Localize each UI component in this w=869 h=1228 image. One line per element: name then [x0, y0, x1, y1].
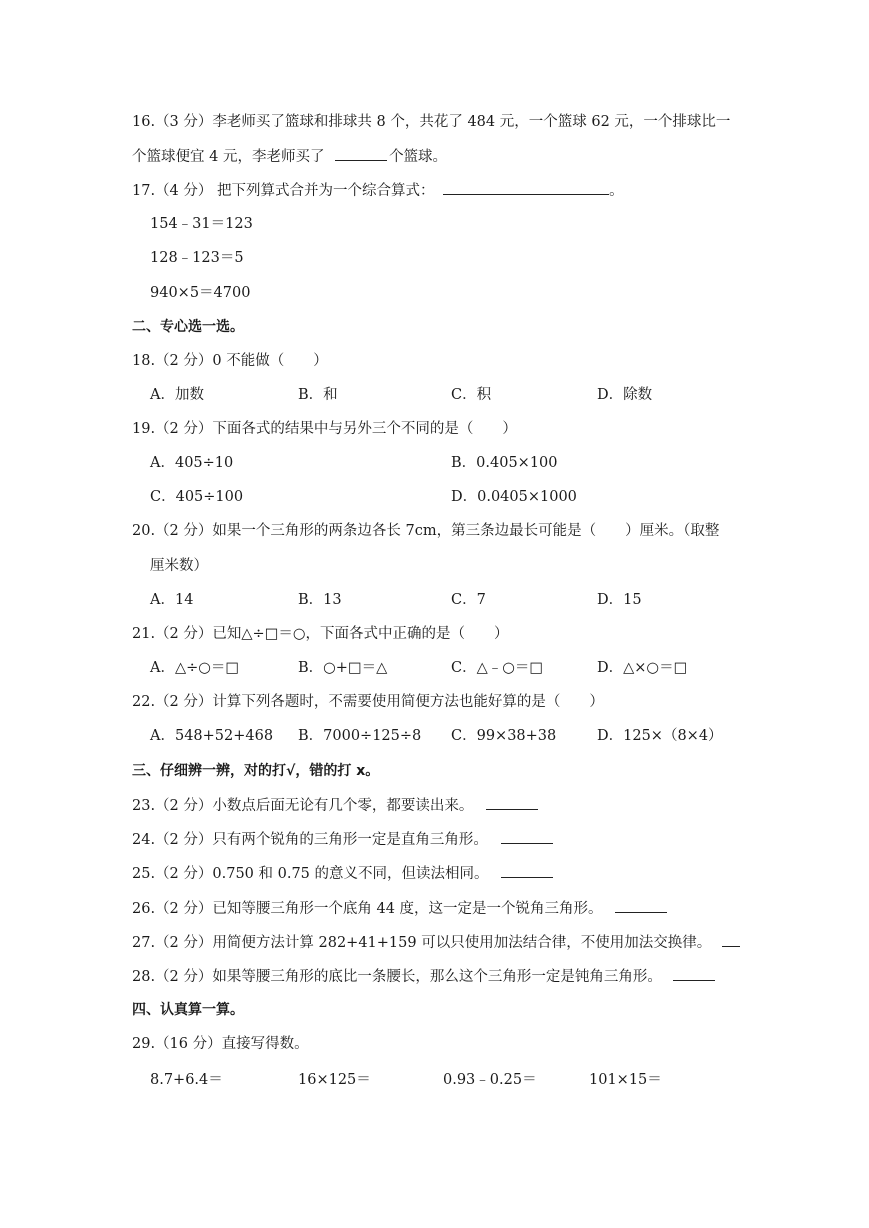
calc-item-3: 0.93﹣0.25＝ — [443, 1072, 537, 1088]
answer-blank-16[interactable] — [335, 146, 387, 161]
question-21-option-b[interactable]: B．○+□＝△ — [298, 660, 388, 676]
question-16-line2 — [132, 146, 447, 167]
question-29-prompt: 29.（16 分）直接写得数。 — [132, 1036, 309, 1052]
calc-item-1: 8.7+6.4＝ — [150, 1072, 223, 1088]
section-4-heading: 四、认真算一算。 — [132, 1002, 244, 1018]
question-26 — [132, 898, 667, 919]
question-24-text: 24.（2 分）只有两个锐角的三角形一定是直角三角形。 — [132, 832, 488, 848]
question-27-text: 27.（2 分）用简便方法计算 282+41+159 可以只使用加法结合律，不使用加法交换律。 — [132, 935, 712, 951]
section-2-heading: 二、专心选一选。 — [132, 319, 244, 335]
question-18-option-b[interactable]: B．和 — [298, 387, 338, 403]
question-16-line1: 16.（3 分）李老师买了篮球和排球共 8 个，共花了 484 元，一个篮球 62 元，一个排球比一 — [132, 114, 731, 130]
question-21-option-a[interactable]: A．△÷○＝□ — [150, 660, 240, 676]
answer-blank-26[interactable] — [615, 898, 667, 913]
question-18-prompt: 18.（2 分）0 不能做（ ） — [132, 353, 328, 369]
answer-blank-28[interactable] — [673, 966, 715, 981]
question-21-option-d[interactable]: D．△×○＝□ — [597, 660, 688, 676]
question-27 — [132, 932, 740, 953]
question-18-option-c[interactable]: C．积 — [451, 387, 492, 403]
question-20-line1: 20.（2 分）如果一个三角形的两条边各长 7cm，第三条边最长可能是（ ）厘米。（取整 — [132, 523, 720, 539]
question-19-option-c[interactable]: C．405÷100 — [150, 489, 244, 505]
question-19-prompt: 19.（2 分）下面各式的结果中与另外三个不同的是（ ） — [132, 421, 517, 437]
question-28-text: 28.（2 分）如果等腰三角形的底比一条腰长，那么这个三角形一定是钝角三角形。 — [132, 969, 662, 985]
question-25 — [132, 863, 553, 884]
question-28 — [132, 966, 715, 987]
equation-2: 128﹣123＝5 — [150, 250, 244, 266]
calc-item-2: 16×125＝ — [298, 1072, 371, 1088]
question-16-text-a: 个篮球便宜 4 元，李老师买了 — [132, 149, 325, 165]
question-23-text: 23.（2 分）小数点后面无论有几个零，都要读出来。 — [132, 798, 474, 814]
question-20-option-a[interactable]: A．14 — [150, 592, 194, 608]
question-22-prompt: 22.（2 分）计算下列各题时，不需要使用简便方法也能好算的是（ ） — [132, 694, 604, 710]
question-17-end: 。 — [609, 183, 624, 199]
question-19-option-b[interactable]: B．0.405×100 — [451, 455, 558, 471]
question-25-text: 25.（2 分）0.750 和 0.75 的意义不同，但读法相同。 — [132, 866, 489, 882]
question-20-line2: 厘米数） — [150, 558, 208, 574]
question-20-option-c[interactable]: C．7 — [451, 592, 486, 608]
question-22-option-d[interactable]: D．125×（8×4） — [597, 728, 723, 744]
question-22-option-b[interactable]: B．7000÷125÷8 — [298, 728, 422, 744]
question-23 — [132, 795, 538, 816]
question-20-option-d[interactable]: D．15 — [597, 592, 642, 608]
answer-blank-27[interactable] — [722, 932, 740, 947]
question-18-option-d[interactable]: D．除数 — [597, 387, 653, 403]
question-19-option-a[interactable]: A．405÷10 — [150, 455, 234, 471]
question-21-option-c[interactable]: C．△﹣○＝□ — [451, 660, 544, 676]
question-22-option-c[interactable]: C．99×38+38 — [451, 728, 557, 744]
question-17-prompt: 17.（4 分） 把下列算式合并为一个综合算式： — [132, 183, 435, 199]
calc-item-4: 101×15＝ — [589, 1072, 662, 1088]
question-16-text-b: 个篮球。 — [389, 149, 448, 165]
question-22-option-a[interactable]: A．548+52+468 — [150, 728, 274, 744]
question-18-option-a[interactable]: A．加数 — [150, 387, 204, 403]
question-26-text: 26.（2 分）已知等腰三角形一个底角 44 度，这一定是一个锐角三角形。 — [132, 901, 603, 917]
question-19-option-d[interactable]: D．0.0405×1000 — [451, 489, 577, 505]
answer-blank-23[interactable] — [486, 795, 538, 810]
answer-blank-25[interactable] — [501, 863, 553, 878]
equation-3: 940×5＝4700 — [150, 285, 251, 301]
question-20-option-b[interactable]: B．13 — [298, 592, 342, 608]
question-21-prompt: 21.（2 分）已知△÷□＝○，下面各式中正确的是（ ） — [132, 626, 509, 642]
equation-1: 154﹣31＝123 — [150, 216, 253, 232]
question-24 — [132, 829, 553, 850]
answer-blank-24[interactable] — [501, 829, 553, 844]
answer-blank-17[interactable] — [443, 180, 609, 195]
section-3-heading: 三、仔细辨一辨，对的打√，错的打 x。 — [132, 763, 380, 779]
question-17-prompt-line — [132, 180, 624, 201]
